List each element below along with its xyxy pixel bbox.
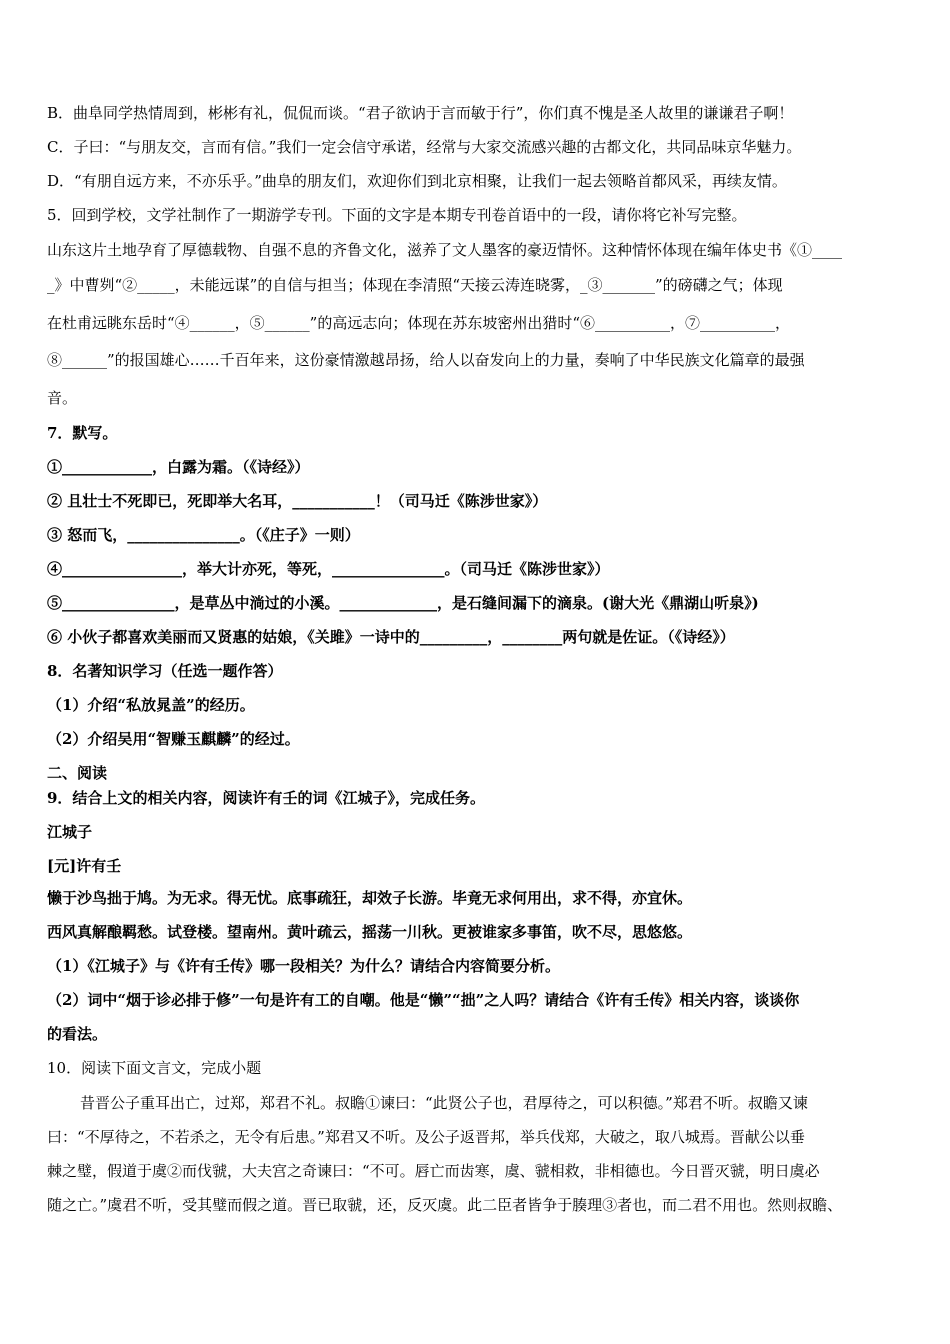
passage-line-1: 山东这片土地孕育了厚德载物、自强不息的齐鲁文化，滋养了文人墨客的豪迈情怀。这种情怀体现在编年体史书《①____ xyxy=(47,241,843,259)
dictation-4: ④________________，举大计亦死，等死，_______________。（司马迁《陈涉世家》） xyxy=(47,560,610,578)
option-c: C．子曰：“与朋友交，言而有信。”我们一定会信守承诺，经常与大家交流感兴趣的古都文化，共同品味京华魅力。 xyxy=(47,138,802,156)
question-8-item-1: （1）介绍“私放晁盖”的经历。 xyxy=(47,696,255,714)
dictation-3: ③ 怒而飞，_______________。（《庄子》一则） xyxy=(47,526,360,544)
question-9-item-2-cont: 的看法。 xyxy=(47,1025,108,1043)
question-8-item-2: （2）介绍吴用“智赚玉麒麟”的经过。 xyxy=(47,730,300,748)
option-d: D．“有朋自远方来，不亦乐乎。”曲阜的朋友们，欢迎你们到北京相聚，让我们一起去领略首都风采，再续友情。 xyxy=(47,172,787,190)
question-8: 8．名著知识学习（任选一题作答） xyxy=(47,662,283,680)
question-9-item-1: （1）《江城子》与《许有壬传》哪一段相关？为什么？请结合内容简要分析。 xyxy=(47,957,560,975)
dictation-2: ② 且壮士不死即已，死即举大名耳，___________！（司马迁《陈涉世家》） xyxy=(47,492,548,510)
passage-line-4: ⑧______”的报国雄心……千百年来，这份豪情激越昂扬，给人以奋发向上的力量，奏响了中华民族文化篇章的最强 xyxy=(47,351,805,369)
passage-line-2: _》中曹刿“②_____，未能远谋”的自信与担当；体现在李清照“天接云涛连晓雾，_③_______”的磅礴之气；体现 xyxy=(47,276,783,294)
poem-title: 江城子 xyxy=(47,823,93,841)
classical-text-line-1: 昔晋公子重耳出亡，过郑，郑君不礼。叔瞻①谏曰：“此贤公子也，君厚待之，可以积德。”郑君不听。叔瞻又谏 xyxy=(80,1094,808,1112)
classical-text-line-3: 棘之璧，假道于虞②而伐虢，大夫宫之奇谏曰：“不可。唇亡而齿寒，虞、虢相救，非相德也。今日晋灭虢，明日虞必 xyxy=(47,1162,820,1180)
passage-line-5: 音。 xyxy=(47,389,78,407)
poem-author: [元]许有壬 xyxy=(47,857,122,875)
dictation-1: ①____________，白露为霜。（《诗经》） xyxy=(47,458,310,476)
poem-line-2: 西风真解酿羁愁。试登楼。望南州。黄叶疏云，摇荡一川秋。更被谁家多事笛，吹不尽，思悠悠。 xyxy=(47,923,693,941)
option-b: B．曲阜同学热情周到，彬彬有礼，侃侃而谈。“君子欲讷于言而敏于行”，你们真不愧是圣人故里的谦谦君子啊！ xyxy=(47,104,794,122)
classical-text-line-2: 曰：“不厚待之，不若杀之，无令有后患。”郑君又不听。及公子返晋邦，举兵伐郑，大破之，取八城焉。晋献公以垂 xyxy=(47,1128,805,1146)
classical-text-line-4: 随之亡。”虞君不听，受其璧而假之道。晋已取虢，还，反灭虞。此二臣者皆争于腠理③者也，而二君不用也。然则叔瞻、 xyxy=(47,1196,843,1214)
question-9: 9．结合上文的相关内容，阅读许有壬的词《江城子》，完成任务。 xyxy=(47,789,485,807)
question-9-item-2: （2）词中“烟于诊必排于修”一句是许有工的自嘲。他是“懒”“拙”之人吗？请结合《许有壬传》相关内容，谈谈你 xyxy=(47,991,800,1009)
dictation-5: ⑤_______________，是草丛中淌过的小溪。_____________，是石缝间漏下的滴泉。(谢大光《鼎湖山听泉》) xyxy=(47,594,759,612)
question-5: 5．回到学校，文学社制作了一期游学专刊。下面的文字是本期专刊卷首语中的一段，请你将它补写完整。 xyxy=(47,206,747,224)
poem-line-1: 懒于沙鸟拙于鸠。为无求。得无忧。底事疏狂，却效子长游。毕竟无求何用出，求不得，亦宜休。 xyxy=(47,889,693,907)
dictation-6: ⑥ 小伙子都喜欢美丽而又贤惠的姑娘，《关雎》一诗中的_________，________两句就是佐证。（《诗经》） xyxy=(47,628,735,646)
question-10: 10．阅读下面文言文，完成小题 xyxy=(47,1059,262,1077)
section-heading-reading: 二、阅读 xyxy=(47,764,108,782)
passage-line-3: 在杜甫远眺东岳时“④______，⑤______”的高远志向；体现在苏东坡密州出猎时“⑥__________，⑦__________， xyxy=(47,314,791,332)
question-7: 7．默写。 xyxy=(47,424,118,442)
